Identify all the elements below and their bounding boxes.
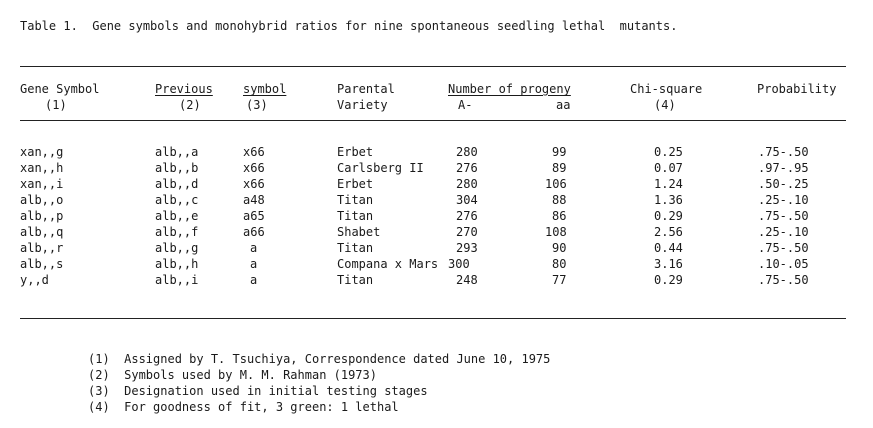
header-rule — [20, 120, 846, 121]
cell-symbol: a — [250, 241, 258, 255]
cell-previous: alb,,h — [155, 257, 199, 271]
cell-a: 280 — [456, 177, 478, 191]
cell-previous: alb,,a — [155, 145, 199, 159]
header-parental: Parental — [337, 82, 395, 96]
footnote: (4) For goodness of fit, 3 green: 1 lethal — [88, 400, 399, 414]
cell-aa: 99 — [552, 145, 567, 159]
cell-chi: 1.24 — [654, 177, 683, 191]
cell-aa: 88 — [552, 193, 567, 207]
cell-a: 276 — [456, 209, 478, 223]
cell-a: 248 — [456, 273, 478, 287]
cell-parent: Erbet — [337, 177, 374, 191]
cell-aa: 90 — [552, 241, 567, 255]
table-caption: Table 1. Gene symbols and monohybrid ratios for nine spontaneous seedling lethal mutants. — [20, 19, 678, 33]
cell-prob: .75-.50 — [758, 145, 809, 159]
header-number-of-progeny: Number of progeny — [448, 82, 571, 96]
cell-prob: .50-.25 — [758, 177, 809, 191]
cell-parent: Titan — [337, 241, 374, 255]
header-previous-note: (2) — [179, 98, 201, 112]
header-previous: Previous — [155, 82, 213, 96]
cell-chi: 2.56 — [654, 225, 683, 239]
cell-symbol: a48 — [243, 193, 265, 207]
cell-a: 293 — [456, 241, 478, 255]
cell-prob: .25-.10 — [758, 193, 809, 207]
bottom-rule — [20, 318, 846, 319]
cell-gene: alb,,p — [20, 209, 64, 223]
cell-previous: alb,,c — [155, 193, 199, 207]
cell-prob: .10-.05 — [758, 257, 809, 271]
header-variety: Variety — [337, 98, 388, 112]
cell-gene: xan,,i — [20, 177, 64, 191]
header-symbol-note: (3) — [246, 98, 268, 112]
cell-previous: alb,,g — [155, 241, 199, 255]
cell-aa: 108 — [545, 225, 567, 239]
cell-gene: y,,d — [20, 273, 49, 287]
cell-prob: .75-.50 — [758, 273, 809, 287]
cell-chi: 0.29 — [654, 273, 683, 287]
footnote: (2) Symbols used by M. M. Rahman (1973) — [88, 368, 377, 382]
cell-chi: 0.25 — [654, 145, 683, 159]
cell-previous: alb,,e — [155, 209, 199, 223]
cell-parent: Titan — [337, 209, 374, 223]
cell-gene: alb,,o — [20, 193, 64, 207]
cell-previous: alb,,f — [155, 225, 199, 239]
cell-parent: Shabet — [337, 225, 381, 239]
cell-gene: xan,,h — [20, 161, 64, 175]
cell-symbol: a — [250, 273, 258, 287]
cell-symbol: a — [250, 257, 258, 271]
cell-a: 270 — [456, 225, 478, 239]
cell-chi: 0.44 — [654, 241, 683, 255]
cell-prob: .97-.95 — [758, 161, 809, 175]
cell-parent: Titan — [337, 193, 374, 207]
header-chi-square: Chi-square — [630, 82, 703, 96]
cell-a: 300 — [448, 257, 470, 271]
cell-symbol: a65 — [243, 209, 265, 223]
cell-prob: .75-.50 — [758, 241, 809, 255]
cell-previous: alb,,i — [155, 273, 199, 287]
header-probability: Probability — [757, 82, 837, 96]
cell-aa: 77 — [552, 273, 567, 287]
cell-aa: 89 — [552, 161, 567, 175]
footnote: (3) Designation used in initial testing stages — [88, 384, 428, 398]
cell-chi: 0.29 — [654, 209, 683, 223]
cell-aa: 106 — [545, 177, 567, 191]
header-chi-square-note: (4) — [654, 98, 676, 112]
cell-previous: alb,,b — [155, 161, 199, 175]
cell-chi: 3.16 — [654, 257, 683, 271]
cell-aa: 80 — [552, 257, 567, 271]
cell-parent: Compana x Mars — [337, 257, 439, 271]
cell-chi: 1.36 — [654, 193, 683, 207]
top-rule — [20, 66, 846, 67]
header-symbol: symbol — [243, 82, 287, 96]
cell-a: 276 — [456, 161, 478, 175]
cell-symbol: x66 — [243, 145, 265, 159]
header-gene-symbol-note: (1) — [45, 98, 67, 112]
cell-chi: 0.07 — [654, 161, 683, 175]
cell-gene: alb,,s — [20, 257, 64, 271]
footnote: (1) Assigned by T. Tsuchiya, Correspondence dated June 10, 1975 — [88, 352, 551, 366]
header-gene-symbol: Gene Symbol — [20, 82, 100, 96]
cell-prob: .75-.50 — [758, 209, 809, 223]
cell-aa: 86 — [552, 209, 567, 223]
cell-symbol: x66 — [243, 177, 265, 191]
cell-symbol: x66 — [243, 161, 265, 175]
cell-parent: Titan — [337, 273, 374, 287]
cell-a: 280 — [456, 145, 478, 159]
header-aa: aa — [556, 98, 571, 112]
cell-symbol: a66 — [243, 225, 265, 239]
cell-parent: Erbet — [337, 145, 374, 159]
cell-gene: alb,,q — [20, 225, 64, 239]
cell-previous: alb,,d — [155, 177, 199, 191]
header-a-dash: A- — [458, 98, 473, 112]
cell-parent: Carlsberg II — [337, 161, 424, 175]
cell-prob: .25-.10 — [758, 225, 809, 239]
cell-gene: xan,,g — [20, 145, 64, 159]
cell-a: 304 — [456, 193, 478, 207]
cell-gene: alb,,r — [20, 241, 64, 255]
